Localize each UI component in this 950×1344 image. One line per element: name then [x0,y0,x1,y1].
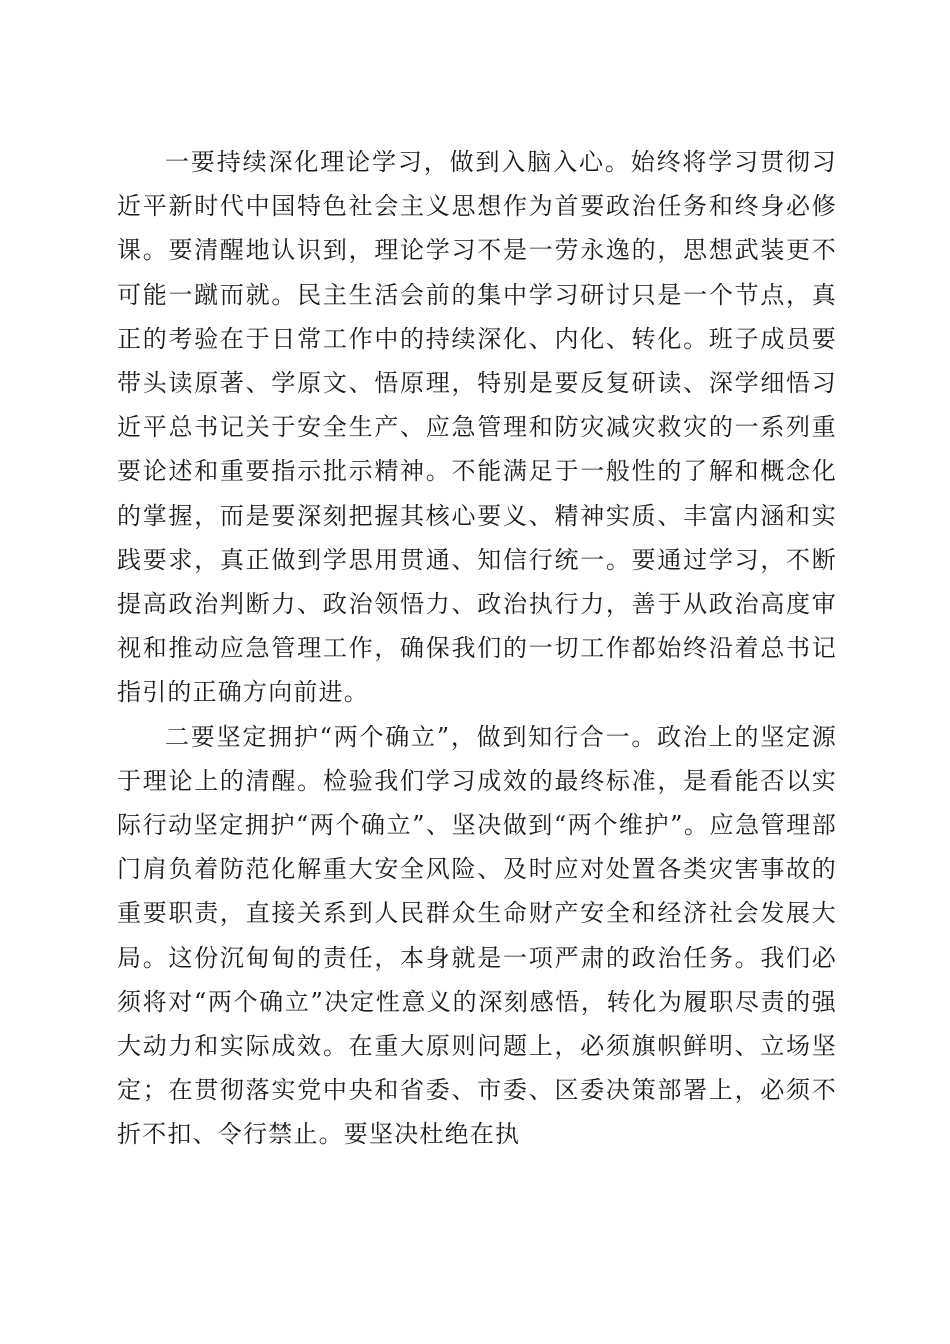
paragraph-2: 二要坚定拥护“两个确立”，做到知行合一。政治上的坚定源于理论上的清醒。检验我们学习成效的最终标准，是看能否以实际行动坚定拥护“两个确立”、坚决做到“两个维护”。应急管理部门肩负着防范化解重大安全风险、及时应对处置各类灾害事故的重要职责，直接关系到人民群众生命财产安全和经济社会发展大局。这份沉甸甸的责任，本身就是一项严肃的政治任务。我们必须将对“两个确立”决定性意义的深刻感悟，转化为履职尽责的强大动力和实际成效。在重大原则问题上，必须旗帜鲜明、立场坚定；在贯彻落实党中央和省委、市委、区委决策部署上，必须不折不扣、令行禁止。要坚决杜绝在执 [117,722,837,1149]
paragraph-1: 一要持续深化理论学习，做到入脑入心。始终将学习贯彻习近平新时代中国特色社会主义思想作为首要政治任务和终身必修课。要清醒地认识到，理论学习不是一劳永逸的，思想武装更不可能一蹴而就。民主生活会前的集中学习研讨只是一个节点，真正的考验在于日常工作中的持续深化、内化、转化。班子成员要带头读原著、学原文、悟原理，特别是要反复研读、深学细悟习近平总书记关于安全生产、应急管理和防灾减灾救灾的一系列重要论述和重要指示批示精神。不能满足于一般性的了解和概念化的掌握，而是要深刻把握其核心要义、精神实质、丰富内涵和实践要求，真正做到学思用贯通、知信行统一。要通过学习，不断提高政治判断力、政治领悟力、政治执行力，善于从政治高度审视和推动应急管理工作，确保我们的一切工作都始终沿着总书记指引的正确方向前进。 [117,148,837,707]
document-body [117,140,837,1157]
